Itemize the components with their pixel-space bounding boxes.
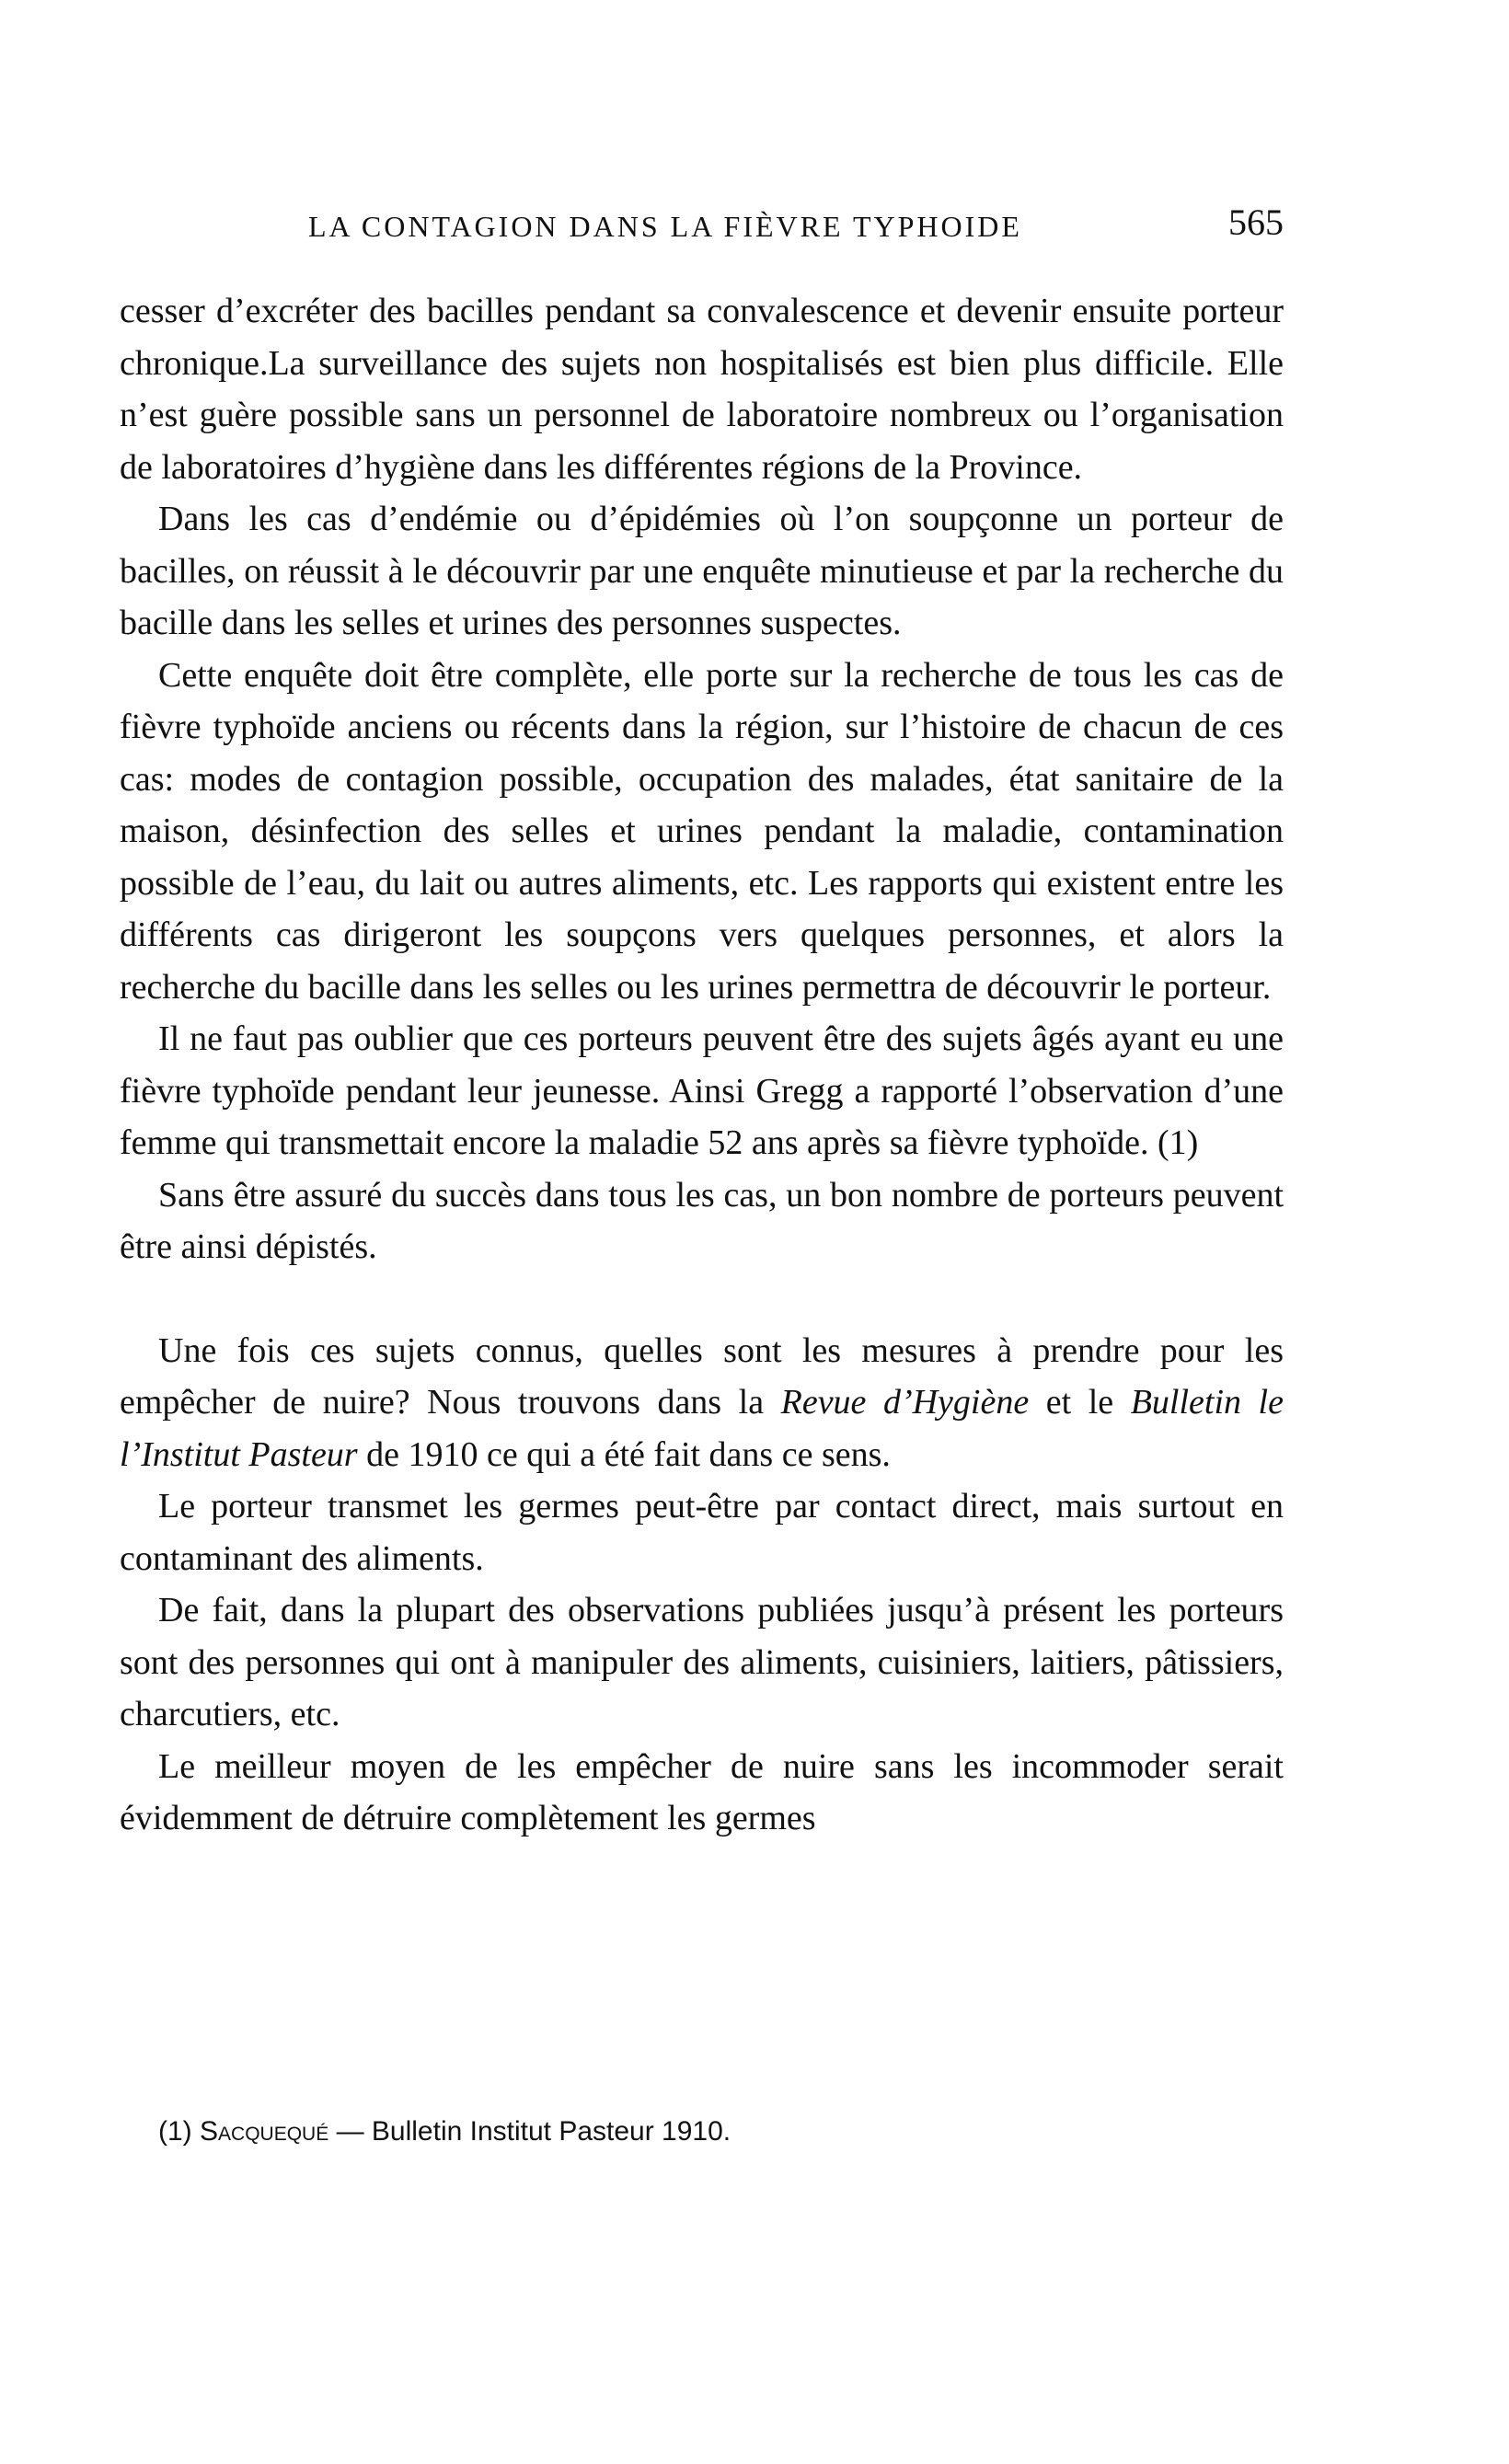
paragraph-1: cesser d’excréter des bacilles pendant sa convalescence et devenir ensuite porteur chronique.La surveillance des sujets non hospitalisés est bien plus difficile. Elle n’est guère possible sans un personnel de laboratoire nombreux ou l’organisation de laboratoires d’hygiène dans les différentes régions de la Province. [120, 292, 1284, 487]
journal-title-revue: Revue d’Hygiène [780, 1383, 1030, 1422]
paragraph-6-text-middle: et le [1029, 1383, 1131, 1422]
paragraph-3: Cette enquête doit être complète, elle porte sur la recherche de tous les cas de fièvre typhoïde anciens ou récents dans la région, sur l’histoire de chacun de ces cas: modes de contagion possible, occupation des malades, état sanitaire de la maison, désinfection des selles et urines pendant la maladie, contamination possible de l’eau, du lait ou autres aliments, etc. Les rapports qui existent entre les différents cas dirigeront les soupçons vers quelques personnes, et alors la recherche du bacille dans les selles ou les urines permettra de découvrir le porteur. [120, 655, 1284, 1007]
running-title: LA CONTAGION DANS LA FIÈVRE TYPHOIDE [308, 210, 1022, 243]
footnote [158, 2116, 731, 2147]
paragraph-8: De fait, dans la plupart des observations publiées jusqu’à présent les porteurs sont des personnes qui ont à manipuler des aliments, cuisiniers, laitiers, pâtissiers, charcutiers, etc. [120, 1591, 1284, 1733]
paragraph-4: Il ne faut pas oublier que ces porteurs peuvent être des sujets âgés ayant eu une fièvre typhoïde pendant leur jeunesse. Ainsi Gregg a rapporté l’observation d’une femme qui transmettait encore la maladie 52 ans après sa fièvre typhoïde. (1) [120, 1019, 1284, 1162]
paragraph-5: Sans être assuré du succès dans tous les cas, un bon nombre de porteurs peuvent être ainsi dépistés. [120, 1175, 1284, 1266]
footnote-author: Sacquequé [200, 2116, 329, 2147]
journal-title-bulletin: Bulletin le l’Institut Pasteur [120, 1383, 1284, 1474]
paragraph-6-text-before: Une fois ces sujets connus, quelles sont les mesures à prendre pour les empêcher de nuire? Nous trouvons dans la [120, 1330, 1284, 1422]
paragraph-6 [120, 1325, 1284, 1481]
running-header [120, 201, 1284, 256]
paragraph-9: Le meilleur moyen de les empêcher de nuire sans les incommoder serait évidemment de détruire complètement les germes [120, 1746, 1284, 1837]
footnote-marker: (1) [158, 2116, 192, 2147]
body-text [120, 285, 1284, 1845]
footnote-text: — Bulletin Institut Pasteur 1910. [336, 2116, 731, 2147]
paragraph-7: Le porteur transmet les germes peut-être par contact direct, mais surtout en contaminant des aliments. [120, 1487, 1284, 1578]
paragraph-6-text-after: de 1910 ce qui a été fait dans ce sens. [357, 1434, 891, 1474]
paragraph-2: Dans les cas d’endémie ou d’épidémies où l’on soupçonne un porteur de bacilles, on réussit à le découvrir par une enquête minutieuse et par la recherche du bacille dans les selles et urines des personnes suspectes. [120, 500, 1284, 642]
page-number: 565 [1228, 201, 1284, 243]
